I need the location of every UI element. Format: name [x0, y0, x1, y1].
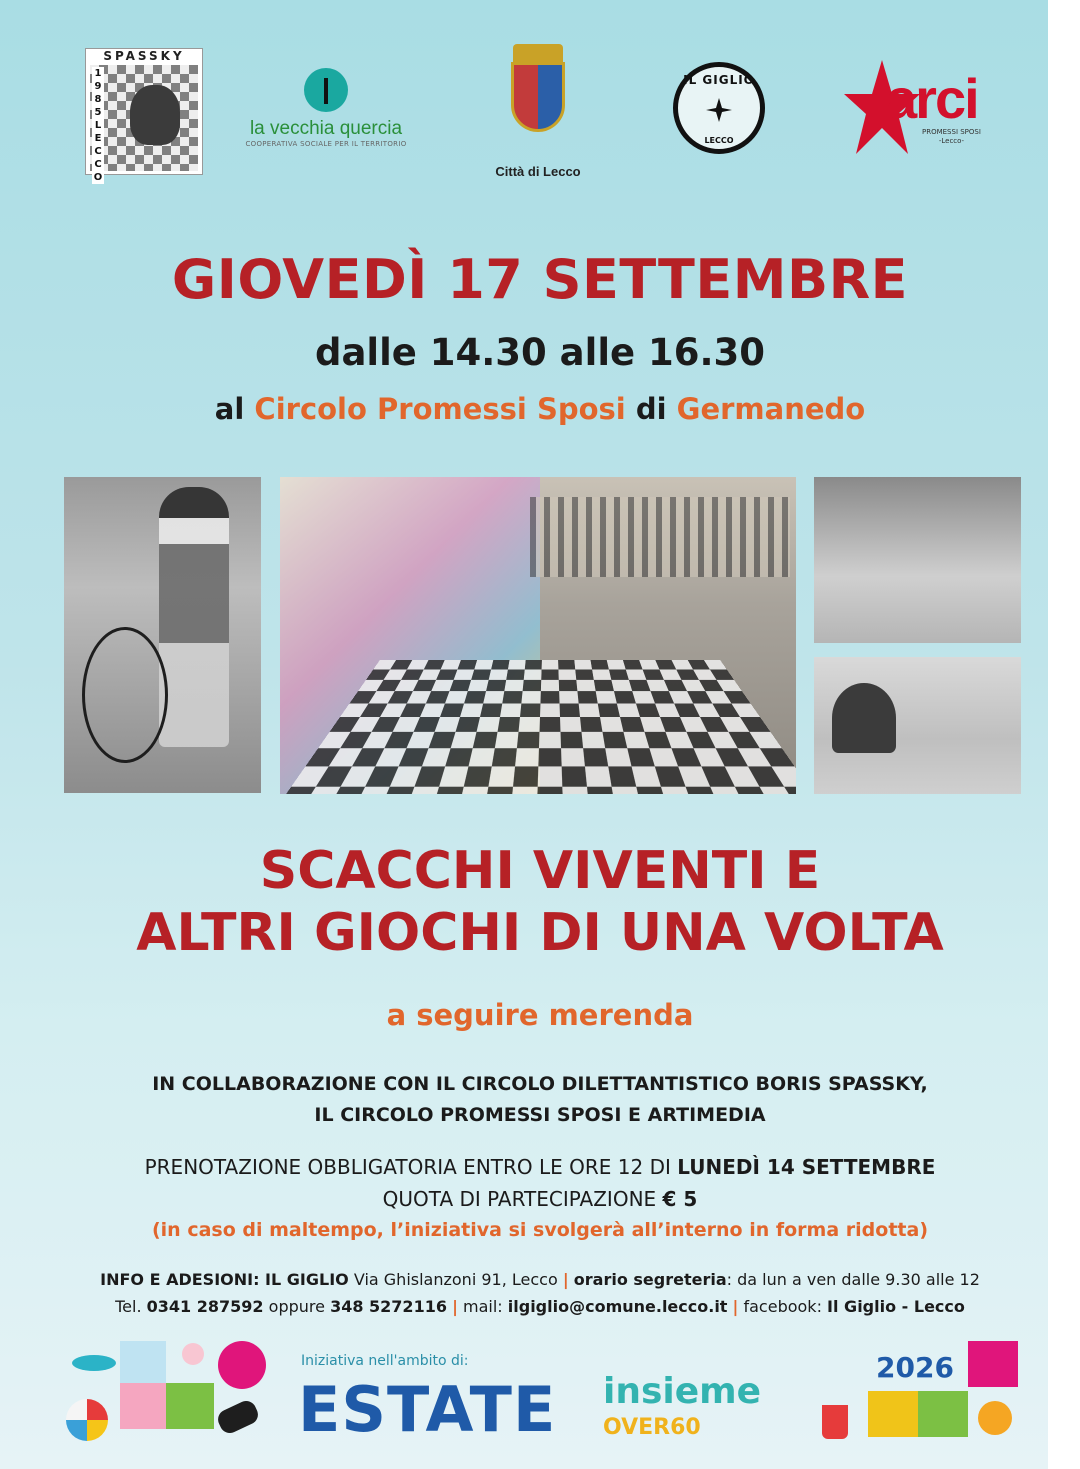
collab-line1: IN COLLABORAZIONE CON IL CIRCOLO DILETTANTISTICO BORIS SPASSKY, — [152, 1073, 928, 1095]
event-time: dalle 14.30 alle 16.30 — [314, 331, 766, 374]
info-address: Via Ghislanzoni 91, Lecco — [353, 1270, 558, 1289]
footer-intro: Iniziativa nell'ambito di: — [301, 1353, 469, 1369]
facebook-link[interactable]: Il Giglio - Lecco — [827, 1297, 965, 1316]
drink-icon — [822, 1405, 848, 1439]
crown-icon — [513, 44, 563, 62]
estate-insieme-footer — [0, 1335, 1064, 1469]
giglio-bottom-text: LECCO — [704, 136, 734, 145]
year-digit: 1 — [94, 68, 102, 79]
separator: | — [732, 1297, 739, 1316]
place-prefix: al — [214, 392, 245, 426]
deco-square — [120, 1341, 166, 1383]
hours-label: orario segreteria — [573, 1270, 727, 1289]
place-town: Germanedo — [676, 392, 866, 426]
side-letter: L — [94, 120, 102, 131]
side-letter: C — [94, 146, 102, 157]
vecchia-quercia-logo — [236, 68, 416, 168]
or-text: oppure — [268, 1297, 325, 1316]
deco-square — [868, 1391, 918, 1437]
side-letter: E — [94, 133, 102, 144]
tree-icon — [304, 68, 348, 112]
player-portrait — [130, 85, 180, 145]
spinning-top-shape — [832, 683, 896, 753]
side-letter: C — [94, 159, 102, 170]
shield-icon — [511, 62, 565, 132]
insieme-word: insieme — [603, 1371, 762, 1412]
place-mid: di — [635, 392, 667, 426]
info-line1 — [0, 1270, 1064, 1289]
arci-sub1: PROMESSI SPOSI — [922, 128, 981, 136]
quota-prefix: QUOTA DI PARTECIPAZIONE — [382, 1187, 657, 1211]
collab-line2: IL CIRCOLO PROMESSI SPOSI E ARTIMEDIA — [314, 1104, 766, 1126]
booking-prefix: PRENOTAZIONE OBBLIGATORIA ENTRO LE ORE 12 DI — [144, 1155, 671, 1179]
deco-square — [968, 1341, 1018, 1387]
info-line2 — [0, 1297, 1064, 1316]
booking-day: LUNEDÌ 14 SETTEMBRE — [677, 1155, 936, 1179]
quota-line — [0, 1187, 1064, 1211]
arci-word: arci — [886, 67, 978, 130]
side-letter: O — [93, 172, 103, 183]
audience — [530, 497, 790, 577]
over60-word: OVER60 — [603, 1415, 701, 1440]
girl-figure — [159, 487, 229, 747]
lecco-caption: Città di Lecco — [495, 164, 581, 179]
page-edge — [1048, 0, 1064, 1469]
headline-line1: SCACCHI VIVENTI E — [259, 841, 821, 901]
hibiscus-icon — [218, 1341, 266, 1389]
weather-note: (in caso di maltempo, l’iniziativa si svolgerà all’interno in forma ridotta) — [151, 1219, 928, 1241]
info-label: INFO E ADESIONI: IL GIGLIO — [100, 1270, 349, 1289]
living-chess-photo — [280, 477, 796, 794]
quota-value: € 5 — [662, 1187, 698, 1211]
separator: | — [562, 1270, 569, 1289]
sun-icon — [978, 1401, 1012, 1435]
deco-square — [918, 1391, 968, 1437]
year-digit: 5 — [94, 107, 102, 118]
spassky-logo — [85, 48, 203, 183]
marbles-photo — [814, 477, 1021, 643]
mail-label: mail: — [463, 1297, 503, 1316]
event-date: GIOVEDÌ 17 SETTEMBRE — [171, 248, 909, 311]
giglio-top-text: IL GIGLIO — [683, 73, 755, 87]
place-venue: Circolo Promessi Sposi — [254, 392, 626, 426]
spinning-top-photo — [814, 657, 1021, 794]
deco-square — [120, 1383, 166, 1429]
separator: | — [452, 1297, 458, 1316]
arci-subtitle — [922, 128, 981, 146]
hoop-shape — [82, 627, 168, 763]
tel-label: Tel. — [115, 1297, 142, 1316]
lily-icon — [704, 95, 734, 125]
quercia-name: la vecchia quercia — [249, 118, 403, 139]
spassky-side-text — [92, 67, 104, 184]
booking-line — [0, 1155, 1064, 1179]
email-link[interactable]: ilgiglio@comune.lecco.it — [507, 1297, 728, 1316]
ice-cream-icon — [182, 1343, 204, 1365]
subline: a seguire merenda — [386, 998, 694, 1032]
quercia-subtitle: COOPERATIVA SOCIALE PER IL TERRITORIO — [245, 140, 407, 148]
arci-logo — [842, 58, 1002, 168]
coat-of-arms-icon — [506, 44, 570, 140]
year-label: 2026 — [876, 1351, 954, 1384]
estate-word: ESTATE — [298, 1373, 557, 1446]
wave-icon — [72, 1355, 116, 1371]
phone-2[interactable]: 348 5272116 — [330, 1297, 447, 1316]
arci-sub2: -Lecco- — [938, 137, 965, 145]
year-digit: 8 — [94, 94, 102, 105]
facebook-label: facebook: — [743, 1297, 822, 1316]
year-digit: 9 — [94, 81, 102, 92]
deco-square — [166, 1383, 214, 1429]
logo-row — [0, 40, 1064, 190]
spassky-title: SPASSKY — [103, 49, 185, 63]
event-place — [0, 392, 1064, 426]
citta-di-lecco-logo — [482, 44, 594, 184]
hours-value: : da lun a ven dalle 9.30 alle 12 — [726, 1270, 980, 1289]
sunglasses-icon — [215, 1398, 261, 1437]
il-giglio-logo — [673, 62, 769, 162]
headline-line2: ALTRI GIOCHI DI UNA VOLTA — [136, 903, 944, 963]
phone-1[interactable]: 0341 287592 — [146, 1297, 264, 1316]
girl-with-hoop-photo — [64, 477, 261, 793]
giglio-ring — [673, 62, 765, 154]
beach-ball-icon — [66, 1399, 108, 1441]
